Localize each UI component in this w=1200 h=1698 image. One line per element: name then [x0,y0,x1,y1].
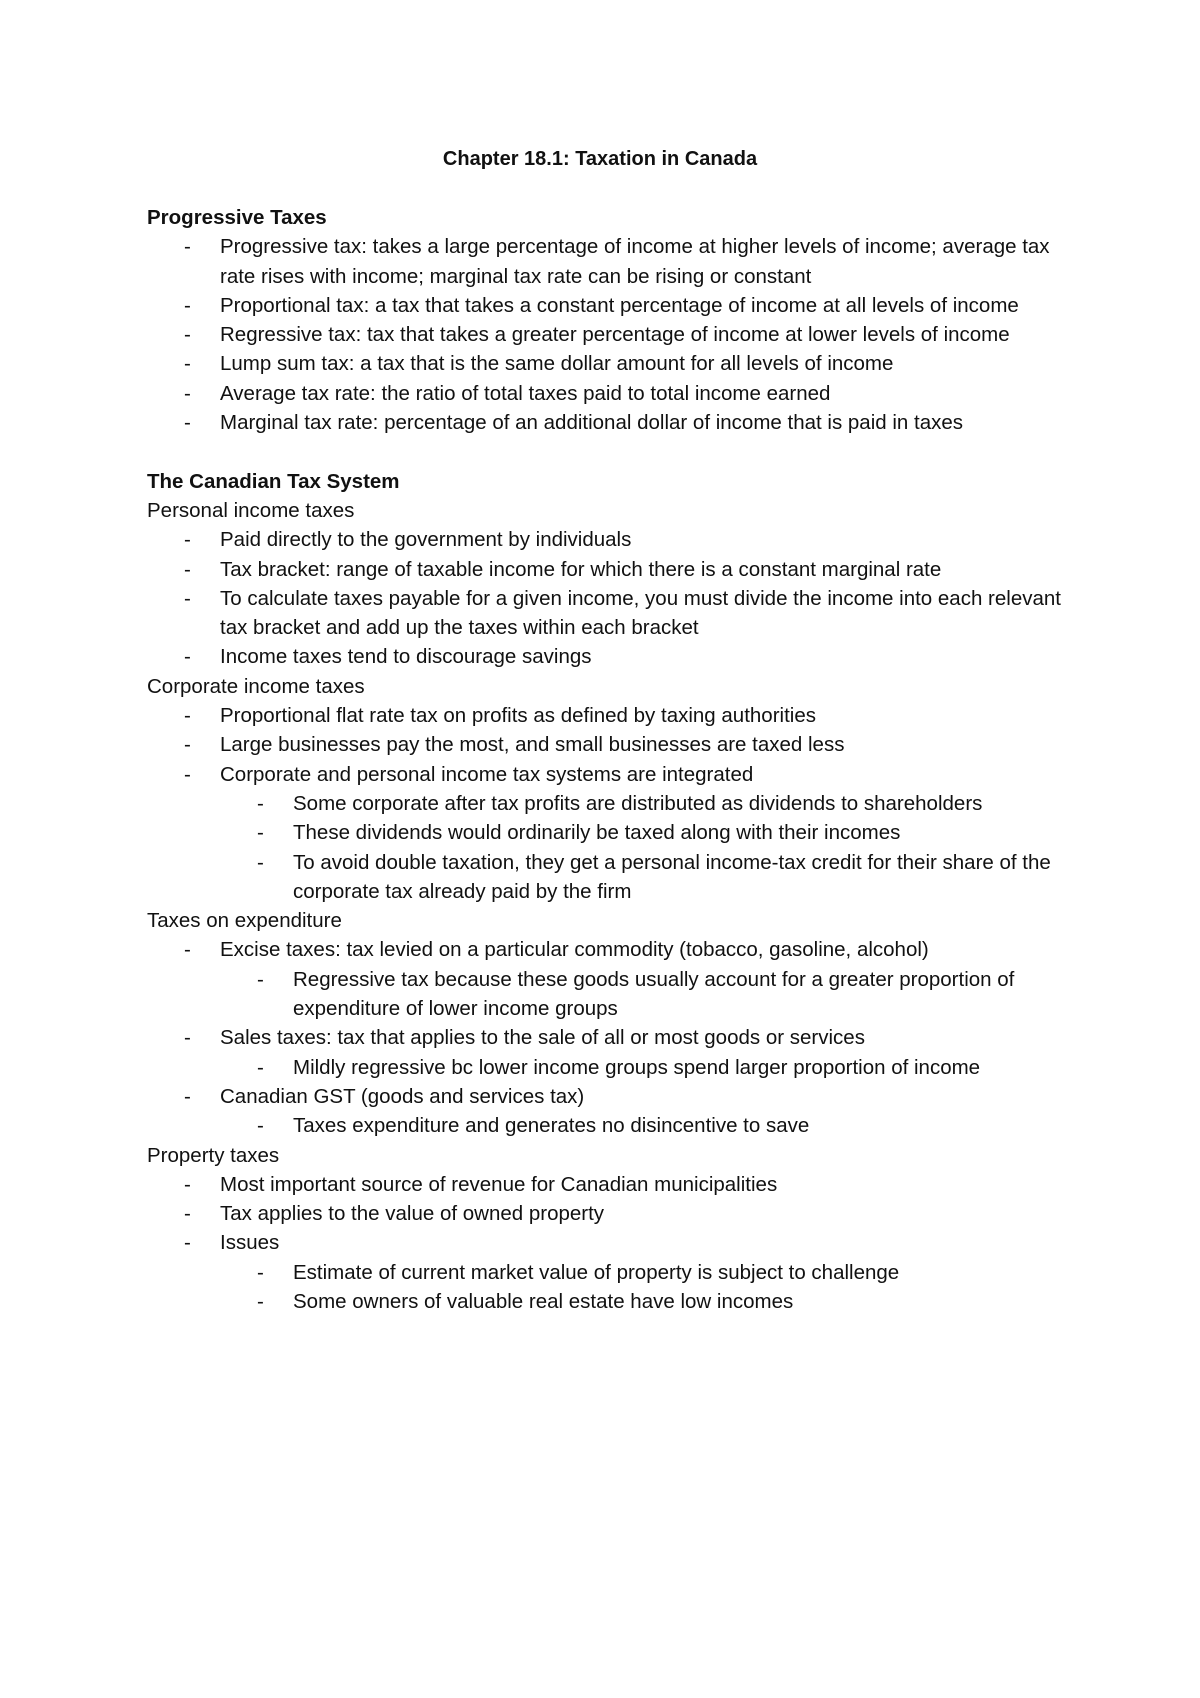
nested-list [220,965,1077,1024]
taxes-on-expenditure-list [147,935,1077,1140]
corporate-income-taxes-list [147,701,1077,906]
page-title: Chapter 18.1: Taxation in Canada [442,148,758,170]
list-item: - Tax applies to the value of owned property [147,1199,1077,1228]
list-item-text: Corporate and personal income tax systems are integrated [220,762,754,786]
nested-list-item: - Some owners of valuable real estate have low incomes [220,1287,1077,1316]
document-body [147,203,1077,1316]
group-label-property-taxes: Property taxes [147,1143,280,1167]
group-label-taxes-on-expenditure: Taxes on expenditure [147,909,342,933]
nested-list [220,789,1077,906]
list-item: - Progressive tax: takes a large percentage of income at higher levels of income; average tax rate rises with income; marginal tax rate can be rising or constant [147,232,1077,291]
nested-list-item: - Regressive tax because these goods usually account for a greater proportion of expenditure of lower income groups [220,965,1077,1024]
nested-list-item: - Mildly regressive bc lower income groups spend larger proportion of income [220,1053,1077,1082]
list-item: - Proportional tax: a tax that takes a constant percentage of income at all levels of income [147,291,1077,320]
list-item-text: Canadian GST (goods and services tax) [220,1084,585,1108]
nested-list-item: - Estimate of current market value of property is subject to challenge [220,1258,1077,1287]
nested-list-item: - Taxes expenditure and generates no disincentive to save [220,1111,1077,1140]
nested-list [220,1053,1077,1082]
list-item [147,1228,1077,1316]
nested-list-item: - These dividends would ordinarily be taxed along with their incomes [220,818,1077,847]
list-item: - Most important source of revenue for Canadian municipalities [147,1170,1077,1199]
nested-list [220,1111,1077,1140]
nested-list [220,1258,1077,1317]
list-item [147,760,1077,906]
personal-income-taxes-list [147,525,1077,671]
list-item: - Tax bracket: range of taxable income for which there is a constant marginal rate [147,555,1077,584]
section-spacer [147,437,1077,466]
property-taxes-list [147,1170,1077,1316]
group-label-corporate-income-taxes: Corporate income taxes [147,674,365,698]
list-item: - Marginal tax rate: percentage of an additional dollar of income that is paid in taxes [147,408,1077,437]
list-item-text: Excise taxes: tax levied on a particular commodity (tobacco, gasoline, alcohol) [220,938,929,962]
list-item: - Large businesses pay the most, and small businesses are taxed less [147,730,1077,759]
list-item [147,1023,1077,1082]
list-item: - Regressive tax: tax that takes a greater percentage of income at lower levels of income [147,320,1077,349]
list-item: - To calculate taxes payable for a given income, you must divide the income into each relevant tax bracket and add up the taxes within each bracket [147,584,1077,643]
list-item [147,1082,1077,1141]
list-item: - Average tax rate: the ratio of total taxes paid to total income earned [147,379,1077,408]
list-item [147,935,1077,1023]
section-heading-canadian-tax-system: The Canadian Tax System [147,469,400,493]
section-heading-progressive-taxes: Progressive Taxes [147,206,327,229]
list-item: - Proportional flat rate tax on profits as defined by taxing authorities [147,701,1077,730]
list-item-text: Sales taxes: tax that applies to the sale of all or most goods or services [220,1026,865,1050]
list-item: - Lump sum tax: a tax that is the same dollar amount for all levels of income [147,349,1077,378]
progressive-taxes-list [147,232,1077,437]
list-item-text: Issues [220,1231,280,1255]
list-item: - Income taxes tend to discourage savings [147,642,1077,671]
group-label-personal-income-taxes: Personal income taxes [147,498,355,522]
nested-list-item: - To avoid double taxation, they get a personal income-tax credit for their share of the corporate tax already paid by the firm [220,848,1077,907]
list-item: - Paid directly to the government by individuals [147,525,1077,554]
nested-list-item: - Some corporate after tax profits are distributed as dividends to shareholders [220,789,1077,818]
